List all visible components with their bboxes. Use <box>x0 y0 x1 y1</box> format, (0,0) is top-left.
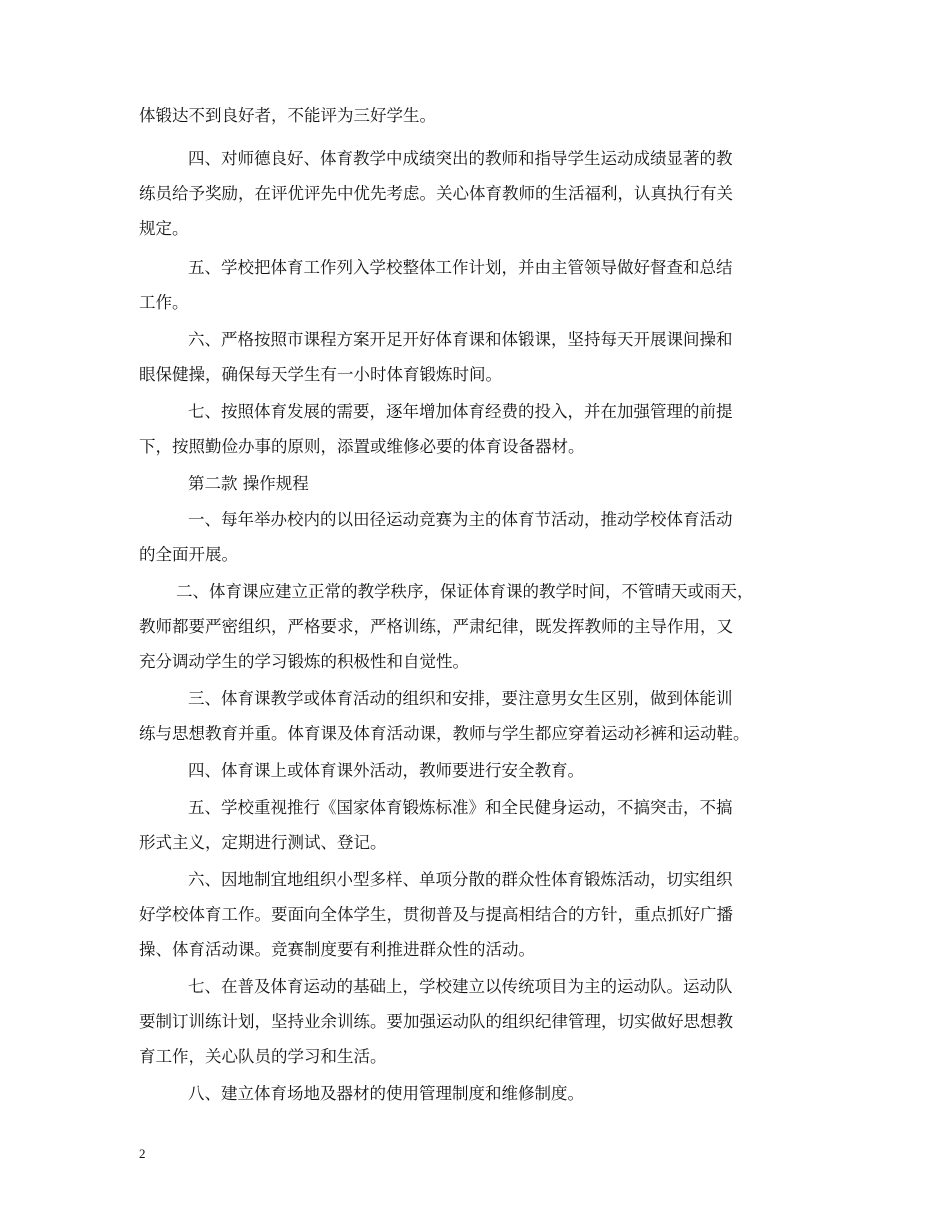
paragraph-line: 要制订训练计划，坚持业余训练。要加强运动队的组织纪律管理，切实做好思想教 <box>139 1012 733 1031</box>
paragraph-line: 六、因地制宜地组织小型多样、单项分散的群众性体育锻炼活动，切实组织 <box>188 870 733 889</box>
paragraph-line: 四、体育课上或体育课外活动，教师要进行安全教育。 <box>188 761 584 780</box>
paragraph-line: 育工作，关心队员的学习和生活。 <box>139 1047 387 1066</box>
paragraph-line: 第二款 操作规程 <box>188 474 309 493</box>
paragraph-line: 三、体育课教学或体育活动的组织和安排，要注意男女生区别，做到体能训 <box>188 689 733 708</box>
paragraph-line: 好学校体育工作。要面向全体学生，贯彻普及与提高相结合的方针，重点抓好广播 <box>139 905 733 924</box>
paragraph-line: 六、严格按照市课程方案开足开好体育课和体锻课，坚持每天开展课间操和 <box>188 330 733 349</box>
paragraph-line: 练员给予奖励，在评优评先中优先考虑。关心体育教师的生活福利，认真执行有关 <box>139 184 733 203</box>
paragraph-line: 五、学校重视推行《国家体育锻炼标准》和全民健身运动，不搞突击，不搞 <box>188 798 733 817</box>
paragraph-line: 充分调动学生的学习锻炼的积极性和自觉性。 <box>139 652 469 671</box>
paragraph-line: 七、在普及体育运动的基础上，学校建立以传统项目为主的运动队。运动队 <box>188 977 733 996</box>
paragraph-line: 二、体育课应建立正常的教学秩序，保证体育课的教学时间，不管晴天或雨天， <box>176 582 754 601</box>
paragraph-line: 操、体育活动课。竞赛制度要有利推进群众性的活动。 <box>139 940 535 959</box>
paragraph-line: 四、对师德良好、体育教学中成绩突出的教师和指导学生运动成绩显著的教 <box>188 149 733 168</box>
paragraph-line: 八、建立体育场地及器材的使用管理制度和维修制度。 <box>188 1084 584 1103</box>
paragraph-line: 形式主义，定期进行测试、登记。 <box>139 833 387 852</box>
paragraph-line: 眼保健操，确保每天学生有一小时体育锻炼时间。 <box>139 365 502 384</box>
paragraph-line: 练与思想教育并重。体育课及体育活动课，教师与学生都应穿着运动衫裤和运动鞋。 <box>139 724 750 743</box>
paragraph-line: 一、每年举办校内的以田径运动竞赛为主的体育节活动，推动学校体育活动 <box>188 510 733 529</box>
page-number: 2 <box>139 1146 146 1161</box>
paragraph-line: 规定。 <box>139 219 189 238</box>
paragraph-line: 下，按照勤俭办事的原则，添置或维修必要的体育设备器材。 <box>139 437 585 456</box>
paragraph-line: 的全面开展。 <box>139 545 238 564</box>
paragraph-line: 体锻达不到良好者，不能评为三好学生。 <box>139 106 436 125</box>
paragraph-line: 七、按照体育发展的需要，逐年增加体育经费的投入，并在加强管理的前提 <box>188 402 733 421</box>
paragraph-line: 教师都要严密组织，严格要求，严格训练，严肃纪律，既发挥教师的主导作用，又 <box>139 617 733 636</box>
paragraph-line: 五、学校把体育工作列入学校整体工作计划，并由主管领导做好督查和总结 <box>188 258 733 277</box>
paragraph-line: 工作。 <box>139 293 189 312</box>
